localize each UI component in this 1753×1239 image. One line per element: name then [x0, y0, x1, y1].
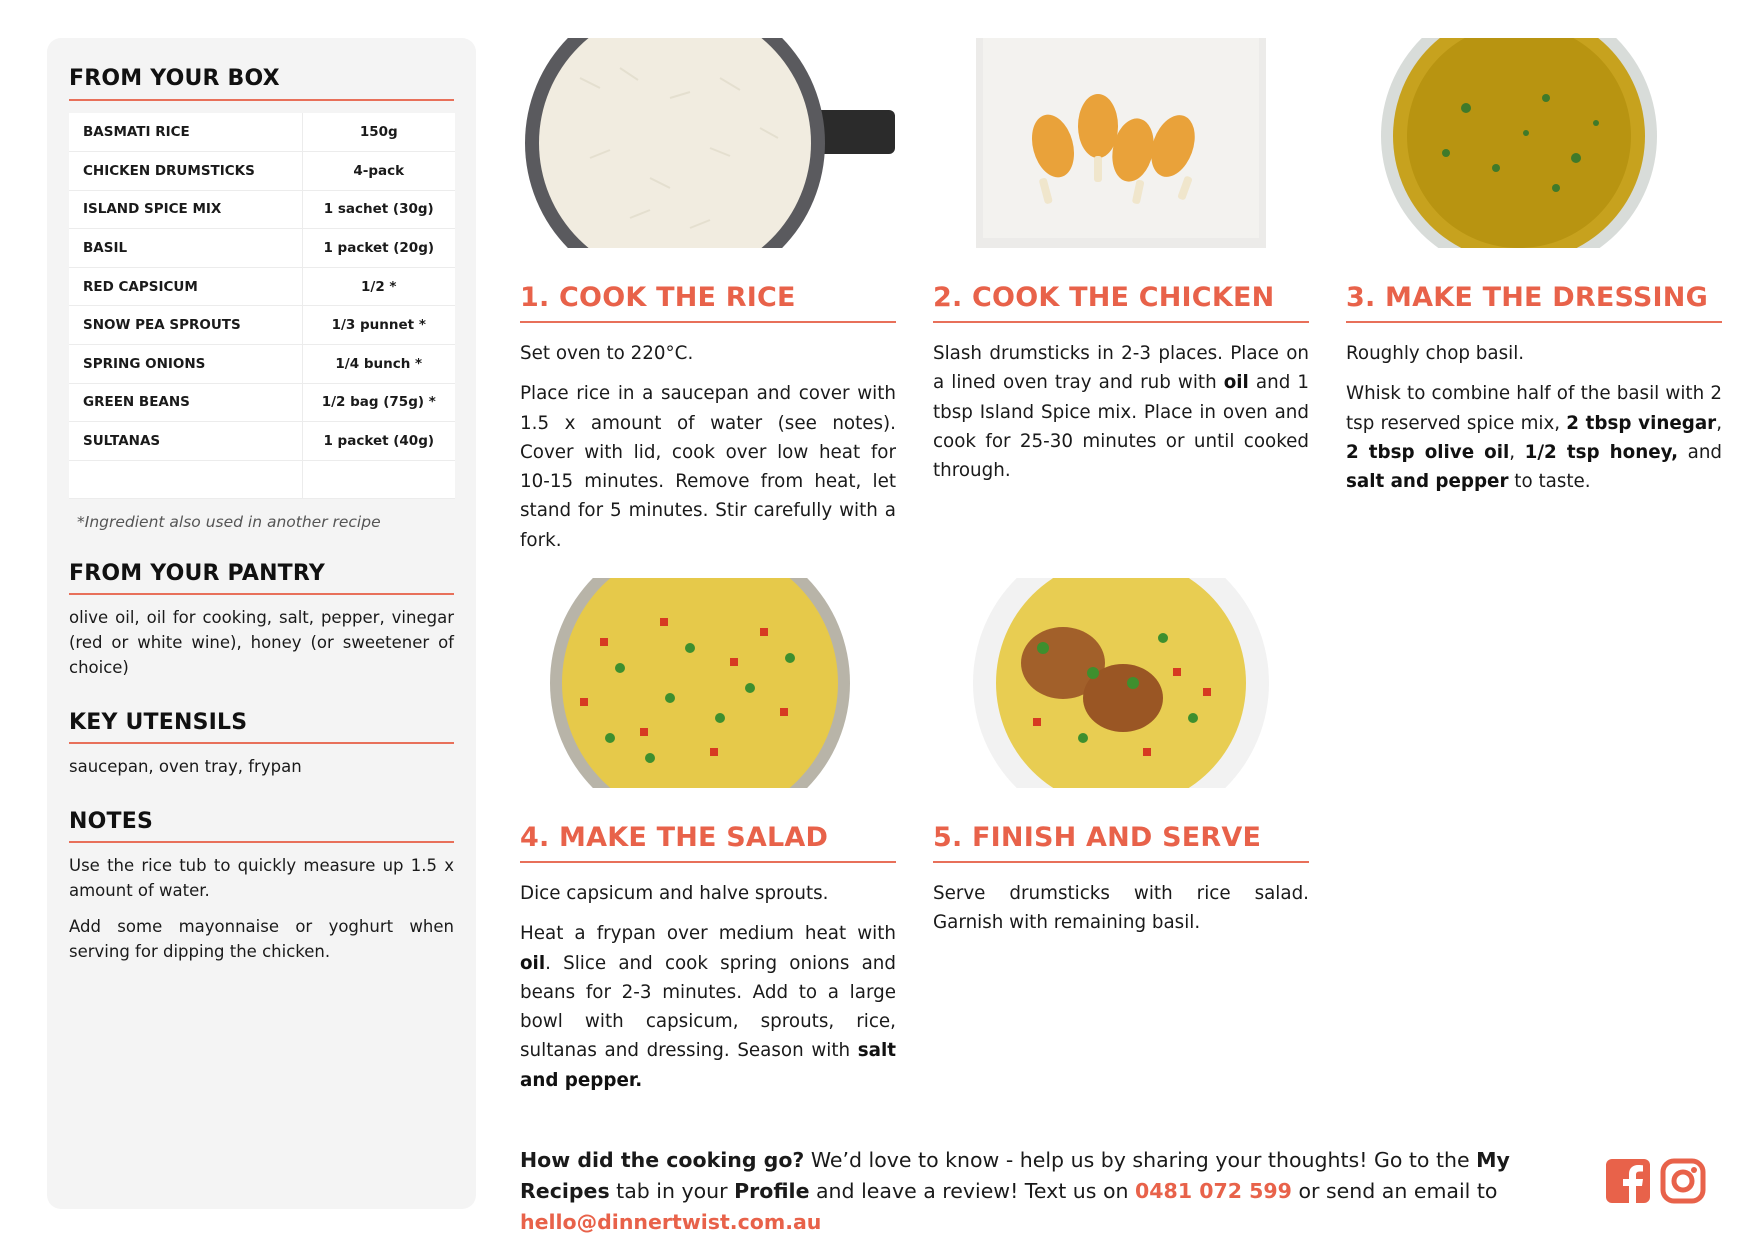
ingredient-qty: 1 sachet (30g)	[302, 190, 455, 229]
ingredient-name	[69, 460, 302, 499]
step-4-body	[520, 879, 896, 1095]
notes-title: NOTES	[69, 809, 454, 843]
step-1-title: 1. COOK THE RICE	[520, 282, 896, 323]
footer-text: We’d love to know - help us by sharing your thoughts! Go to the	[804, 1148, 1477, 1172]
ingredient-name: SPRING ONIONS	[69, 345, 302, 384]
step-5-body	[933, 879, 1309, 938]
step-3-bold-honey: 1/2 tsp honey,	[1524, 441, 1679, 463]
step-3-title: 3. MAKE THE DRESSING	[1346, 282, 1722, 323]
step-3-bold-olive-oil: 2 tbsp olive oil	[1346, 441, 1510, 463]
sidebar	[47, 38, 476, 1209]
ingredient-row	[69, 190, 455, 229]
ingredient-row	[69, 152, 455, 191]
notes-section	[69, 809, 454, 964]
ingredient-qty: 1/3 punnet *	[302, 306, 455, 345]
step-2-text	[933, 339, 1309, 485]
ingredient-qty: 1/4 bunch *	[302, 345, 455, 384]
ingredient-row	[69, 267, 455, 306]
rice-pot-photo	[520, 38, 896, 248]
step-1-body	[520, 339, 896, 555]
ingredient-row	[69, 306, 455, 345]
step-4-text: Dice capsicum and halve sprouts.	[520, 883, 829, 904]
footer-profile: Profile	[734, 1179, 810, 1203]
chicken-tray-photo	[933, 38, 1309, 248]
ingredient-note: *Ingredient also used in another recipe	[77, 513, 381, 532]
step-5	[933, 578, 1309, 938]
step-2-bold-oil: oil	[1223, 372, 1249, 394]
step-3-text-a: Whisk to combine half of the basil with 2 tsp reserved spice mix,	[1346, 383, 1722, 434]
rice-salad-photo	[520, 578, 896, 788]
step-3-text: Roughly chop basil.	[1346, 343, 1525, 364]
ingredient-qty	[302, 460, 455, 499]
ingredient-name: SNOW PEA SPROUTS	[69, 306, 302, 345]
step-3-text-g: and	[1678, 441, 1723, 463]
step-4-text	[520, 919, 896, 1095]
footer-text: tab in your	[609, 1179, 735, 1203]
note-item: Use the rice tub to quickly measure up 1.5 x amount of water.	[69, 856, 454, 901]
ingredient-name: BASIL	[69, 229, 302, 268]
ingredient-name: ISLAND SPICE MIX	[69, 190, 302, 229]
pantry-title: FROM YOUR PANTRY	[69, 561, 454, 595]
ingredient-row	[69, 383, 455, 422]
pantry-section	[69, 561, 454, 680]
ingredient-qty: 150g	[302, 113, 455, 152]
email-link[interactable]: hello@dinnertwist.com.au	[520, 1210, 822, 1234]
footer-question: How did the cooking go?	[520, 1148, 805, 1172]
ingredient-qty: 4-pack	[302, 152, 455, 191]
step-4-bold-salt-pepper: salt and pepper.	[520, 1040, 896, 1091]
feedback-footer	[520, 1145, 1580, 1238]
step-1	[520, 38, 896, 555]
step-2-title: 2. COOK THE CHICKEN	[933, 282, 1309, 323]
ingredient-name: SULTANAS	[69, 422, 302, 461]
step-4-text-c: . Slice and cook spring onions and beans for 2-3 minutes. Add to a large bowl with capsicum, sprouts, rice, sultanas and dressing. Season with	[520, 952, 896, 1062]
dressing-bowl-photo	[1346, 38, 1722, 248]
ingredient-row	[69, 345, 455, 384]
ingredient-row	[69, 460, 455, 499]
step-4-bold-oil: oil	[520, 952, 546, 974]
finished-dish-photo	[933, 578, 1309, 788]
utensils-section	[69, 710, 454, 779]
ingredient-name: BASMATI RICE	[69, 113, 302, 152]
step-5-text: Serve drumsticks with rice salad. Garnish with remaining basil.	[933, 883, 1309, 934]
step-5-title: 5. FINISH AND SERVE	[933, 822, 1309, 863]
ingredient-row	[69, 422, 455, 461]
step-3-text-i: to taste.	[1508, 471, 1591, 493]
footer-my-recipes: My Recipes	[520, 1148, 1510, 1203]
step-4-text-a: Heat a frypan over medium heat with	[520, 923, 896, 945]
step-3-text-e: ,	[1509, 441, 1525, 463]
step-3-body	[1346, 339, 1722, 496]
pantry-text: olive oil, oil for cooking, salt, pepper, vinegar (red or white wine), honey (or sweetener of choice)	[69, 608, 454, 678]
ingredient-row	[69, 113, 455, 152]
facebook-icon[interactable]	[1605, 1158, 1651, 1204]
step-3-bold-salt-pepper: salt and pepper	[1346, 471, 1509, 493]
phone-link[interactable]: 0481 072 599	[1135, 1179, 1292, 1203]
ingredients-table	[69, 113, 455, 499]
footer-text: and leave a review! Text us on	[809, 1179, 1136, 1203]
step-2	[933, 38, 1309, 485]
step-4	[520, 578, 896, 1095]
step-1-text: Set oven to 220°C.	[520, 343, 694, 364]
step-3-bold-vinegar: 2 tbsp vinegar	[1566, 412, 1717, 434]
step-2-body	[933, 339, 1309, 485]
step-3	[1346, 38, 1722, 496]
ingredient-row	[69, 229, 455, 268]
ingredient-name: RED CAPSICUM	[69, 267, 302, 306]
ingredient-name: CHICKEN DRUMSTICKS	[69, 152, 302, 191]
instagram-icon[interactable]	[1660, 1158, 1706, 1204]
step-3-text-c: ,	[1716, 412, 1722, 434]
step-1-text: Place rice in a saucepan and cover with 1.5 x amount of water (see notes). Cover with lid, cook over low heat for 10-15 minutes. Remove from heat, let stand for 5 minutes. Stir carefully with a fork.	[520, 383, 896, 551]
utensils-title: KEY UTENSILS	[69, 710, 454, 744]
step-2-text-c: and 1 tbsp Island Spice mix. Place in oven and cook for 25-30 minutes or until cooked through.	[933, 372, 1309, 482]
ingredient-qty: 1/2 *	[302, 267, 455, 306]
ingredient-qty: 1/2 bag (75g) *	[302, 383, 455, 422]
box-title: FROM YOUR BOX	[69, 66, 454, 101]
step-4-title: 4. MAKE THE SALAD	[520, 822, 896, 863]
step-2-text-a: Slash drumsticks in 2-3 places. Place on a lined oven tray and rub with	[933, 343, 1309, 394]
ingredient-qty: 1 packet (20g)	[302, 229, 455, 268]
ingredient-name: GREEN BEANS	[69, 383, 302, 422]
ingredient-qty: 1 packet (40g)	[302, 422, 455, 461]
note-item: Add some mayonnaise or yoghurt when serving for dipping the chicken.	[69, 917, 454, 962]
step-3-text	[1346, 379, 1722, 496]
footer-text: or send an email to	[1291, 1179, 1498, 1203]
utensils-text: saucepan, oven tray, frypan	[69, 757, 302, 777]
